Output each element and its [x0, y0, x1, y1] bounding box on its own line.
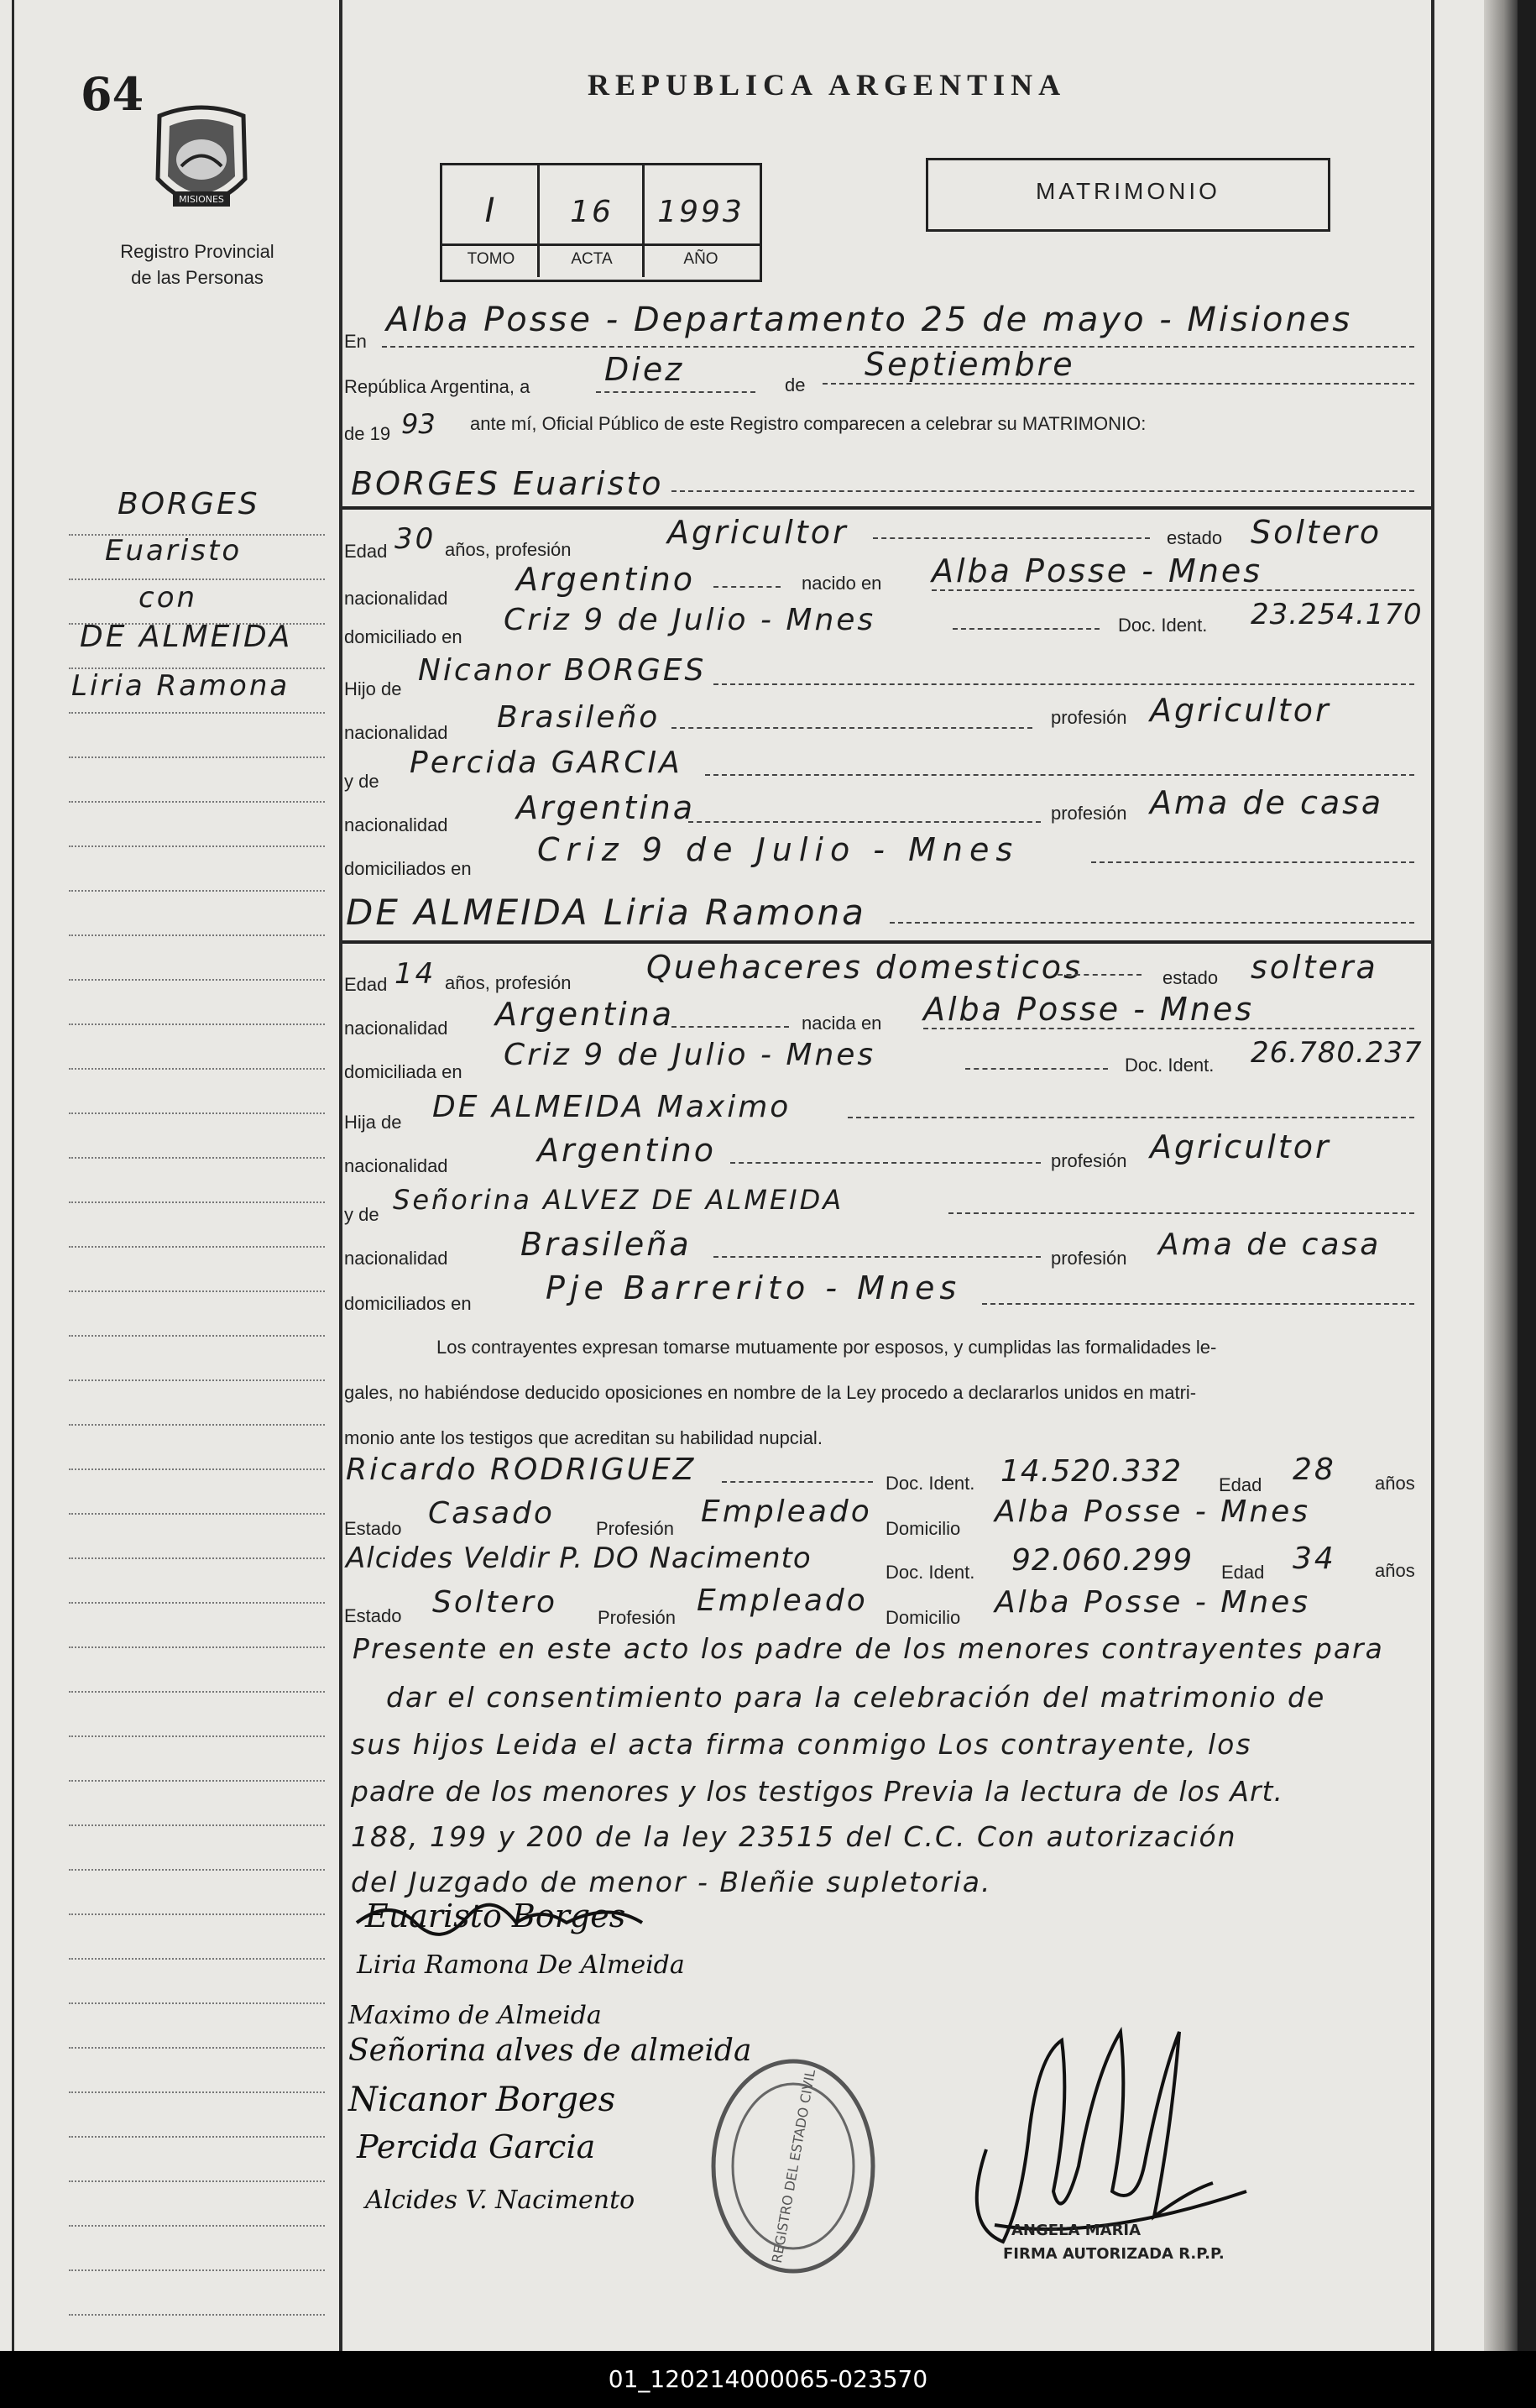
file-id-footer: 01_120214000065-023570 [0, 2351, 1536, 2408]
signature-4-text: Señorina alves de almeida [348, 2034, 752, 2068]
intro-day-line [596, 391, 755, 393]
groom-section-rule [342, 506, 1431, 510]
signature-2-text: Liria Ramona De Almeida [357, 1950, 685, 1980]
register-col-divider-1 [537, 165, 540, 277]
groom-parents-dom: Criz 9 de Julio - Mnes [537, 831, 1020, 868]
registry-line-2: de las Personas [131, 267, 264, 288]
witness2-name: Alcides Veldir P. DO Nacimento [346, 1542, 812, 1575]
groom-profesion-label: años, profesión [445, 539, 572, 560]
groom-name: BORGES Euaristo [351, 465, 664, 502]
margin-ruled-line [69, 1780, 325, 1782]
groom-dom-line [953, 628, 1100, 630]
page-edge [1484, 0, 1518, 2351]
groom-nacido-label: nacido en [802, 573, 882, 594]
province-seal-icon [143, 99, 260, 225]
bride-father-nac-label: nacionalidad [344, 1155, 448, 1176]
signature-7-text: Alcides V. Nacimento [365, 2186, 635, 2215]
witness2-estado-label: Estado [344, 1605, 402, 1626]
bride-dom-line [965, 1068, 1108, 1070]
bride-mother-prof: Ama de casa [1158, 1228, 1382, 1262]
intro-en-label: En [344, 331, 367, 352]
groom-domicilio: Criz 9 de Julio - Mnes [504, 603, 876, 637]
margin-ruled-line [69, 623, 325, 625]
bride-nacionalidad-label: nacionalidad [344, 1018, 448, 1039]
bride-mother-nac-line [713, 1256, 1041, 1258]
groom-doc: 23.254.170 [1251, 598, 1423, 631]
witness2-profesion: Empleado [697, 1584, 868, 1618]
margin-ruled-line [69, 2091, 325, 2093]
groom-mother-nac: Argentina [516, 789, 696, 826]
statement-line-1: Los contrayentes expresan tomarse mutuamente por esposos, y cumplidas las formalidades le- [436, 1337, 1217, 1358]
bride-section-rule [342, 940, 1431, 944]
groom-estado-label: estado [1167, 527, 1223, 548]
bride-edad-label: Edad [344, 974, 388, 995]
margin-ruled-line [69, 1201, 325, 1203]
margin-ruled-line [69, 2225, 325, 2227]
bride-doc: 26.780.237 [1251, 1036, 1423, 1070]
bride-parents-dom-line [982, 1303, 1414, 1305]
margin-ruled-line [69, 1913, 325, 1915]
bride-father-nac: Argentino [537, 1132, 716, 1169]
witness1-profesion: Empleado [701, 1495, 872, 1529]
intro-statement: ante mí, Oficial Público de este Registro comparecen a celebrar su MATRIMONIO: [470, 413, 1147, 434]
bride-nac-line [671, 1026, 789, 1028]
signature-5-text: Nicanor Borges [348, 2081, 616, 2119]
witness2-estado: Soltero [432, 1585, 557, 1620]
margin-ruled-line [69, 1958, 325, 1960]
intro-place: Alba Posse - Departamento 25 de mayo - Misiones [386, 301, 1353, 339]
register-box-divider [442, 243, 760, 246]
margin-ruled-line [69, 845, 325, 847]
bride-mother-nac: Brasileña [520, 1226, 692, 1263]
bride-estado: soltera [1251, 949, 1378, 986]
margin-ruled-line [69, 1112, 325, 1114]
bride-mother-label: y de [344, 1204, 379, 1225]
groom-edad-label: Edad [344, 541, 388, 562]
margin-ruled-line [69, 667, 325, 669]
stamp-label: REGISTRO DEL ESTADO CIVIL [768, 2068, 819, 2264]
groom-nacido-line [932, 589, 1414, 591]
groom-nacionalidad-label: nacionalidad [344, 588, 448, 609]
groom-parents-dom-label: domiciliados en [344, 858, 472, 879]
margin-name-bride: Liria Ramona [71, 669, 290, 703]
groom-mother: Percida GARCIA [410, 746, 682, 780]
bride-parents-dom: Pje Barrerito - Mnes [546, 1269, 962, 1306]
margin-ruled-line [69, 1824, 325, 1826]
official-stamp: ANGELA MARIA [1011, 2222, 1142, 2239]
groom-mother-prof: Ama de casa [1150, 784, 1384, 821]
groom-profesion-line [873, 537, 1150, 539]
margin-ruled-line [69, 801, 325, 803]
margin-ruled-line [69, 1246, 325, 1248]
bride-parents-dom-label: domiciliados en [344, 1293, 472, 1314]
bride-profesion-label: años, profesión [445, 972, 572, 993]
bride-mother-prof-label: profesión [1051, 1248, 1127, 1269]
signatures-area [340, 1889, 1431, 2275]
margin-ruled-line [69, 2002, 325, 2004]
bride-mother-nac-label: nacionalidad [344, 1248, 448, 1269]
registry-stamp-icon [713, 2061, 873, 2271]
signature-6-text: Percida Garcia [357, 2128, 596, 2165]
intro-year-suffix: 93 [401, 408, 436, 440]
bride-mother: Señorina ALVEZ DE ALMEIDA [393, 1184, 844, 1216]
margin-ruled-line [69, 2314, 325, 2316]
groom-father-prof-label: profesión [1051, 707, 1127, 728]
ano-value: 1993 [657, 195, 744, 229]
country-title: REPUBLICA ARGENTINA [588, 68, 1067, 102]
acta-value: 16 [570, 195, 614, 229]
margin-surname-groom: BORGES [118, 487, 260, 521]
margin-ruled-line [69, 1646, 325, 1648]
bride-nacida: Alba Posse - Mnes [923, 991, 1255, 1028]
bride-domicilio: Criz 9 de Julio - Mnes [504, 1038, 876, 1072]
intro-republica-label: República Argentina, a [344, 376, 530, 397]
witness1-doc-label: Doc. Ident. [886, 1473, 975, 1494]
witness2-profesion-label: Profesión [598, 1607, 676, 1628]
groom-mother-prof-label: profesión [1051, 803, 1127, 824]
margin-ruled-line [69, 756, 325, 758]
bride-profesion-line [1058, 974, 1142, 976]
bride-father-nac-line [730, 1162, 1041, 1164]
witness1-name-line [722, 1481, 873, 1483]
margin-ruled-line [69, 1068, 325, 1070]
groom-parents-dom-line [1091, 861, 1414, 863]
notes-line-4: padre de los menores y los testigos Previa la lectura de los Art. [351, 1775, 1283, 1808]
bride-name-line [890, 922, 1414, 924]
margin-ruled-line [69, 1335, 325, 1337]
groom-father-label: Hijo de [344, 678, 402, 699]
left-border-line [12, 0, 14, 2351]
margin-ruled-line [69, 2047, 325, 2049]
record-type-label: MATRIMONIO [1036, 178, 1220, 204]
statement-line-2: gales, no habiéndose deducido oposiciones en nombre de la Ley procedo a declararlos unidos en matri- [344, 1382, 1197, 1403]
tomo-label: TOMO [467, 250, 515, 268]
witness2-edad: 34 [1293, 1542, 1336, 1576]
groom-father: Nicanor BORGES [418, 653, 707, 688]
groom-doc-label: Doc. Ident. [1118, 615, 1208, 636]
groom-name-line [671, 490, 1414, 492]
margin-ruled-line [69, 1735, 325, 1737]
witness2-doc: 92.060.299 [1011, 1543, 1194, 1578]
groom-mother-line [705, 774, 1414, 776]
witness1-domicilio-label: Domicilio [886, 1518, 961, 1539]
margin-ruled-line [69, 1379, 325, 1381]
groom-nacido: Alba Posse - Mnes [932, 552, 1263, 589]
bride-profesion: Quehaceres domesticos [646, 949, 1083, 986]
right-border-line [1431, 0, 1434, 2351]
tomo-value: I [484, 191, 498, 230]
groom-mother-nac-label: nacionalidad [344, 814, 448, 835]
notes-line-5: 188, 199 y 200 de la ley 23515 del C.C. Con autorización [351, 1820, 1237, 1853]
witness2-domicilio: Alba Posse - Mnes [995, 1585, 1311, 1620]
intro-year-prefix: de 19 [344, 423, 391, 444]
groom-father-line [713, 683, 1414, 685]
margin-ruled-line [69, 1023, 325, 1025]
statement-line-3: monio ante los testigos que acreditan su habilidad nupcial. [344, 1427, 823, 1448]
signature-3-text: Maximo de Almeida [348, 2001, 602, 2030]
witness1-edad-label: Edad [1219, 1474, 1262, 1495]
groom-profesion: Agricultor [667, 514, 849, 551]
groom-mother-label: y de [344, 771, 379, 792]
margin-ruled-line [69, 578, 325, 580]
bride-nacionalidad: Argentina [495, 996, 675, 1033]
margin-con: con [138, 581, 198, 615]
bride-father-prof-label: profesión [1051, 1150, 1127, 1171]
groom-estado: Soltero [1251, 514, 1382, 551]
bride-name: DE ALMEIDA Liria Ramona [346, 892, 866, 933]
groom-father-nac: Brasileño [497, 700, 661, 735]
margin-ruled-line [69, 712, 325, 714]
groom-domicilio-label: domiciliado en [344, 626, 462, 647]
margin-name-groom: Euaristo [105, 534, 243, 568]
bride-nacida-label: nacida en [802, 1013, 882, 1034]
witness2-doc-label: Doc. Ident. [886, 1562, 975, 1583]
witness1-anos-label: años [1375, 1473, 1415, 1494]
witness2-edad-label: Edad [1221, 1562, 1265, 1583]
groom-mother-nac-line [688, 821, 1041, 823]
margin-ruled-line [69, 2269, 325, 2271]
signature-euaristo [357, 1898, 642, 1934]
witness1-doc: 14.520.332 [1000, 1454, 1183, 1489]
registry-line-1: Registro Provincial [120, 241, 274, 262]
official-role: FIRMA AUTORIZADA R.P.P. [1003, 2245, 1225, 2263]
groom-father-nac-line [671, 727, 1032, 729]
bride-father: DE ALMEIDA Maximo [432, 1090, 792, 1124]
bride-edad: 14 [394, 957, 436, 991]
groom-edad: 30 [394, 522, 436, 556]
notes-line-1: Presente en este acto los padre de los menores contrayentes para [353, 1632, 1384, 1665]
signature-1-text: Euaristo Borges [365, 1898, 626, 1934]
acta-label: ACTA [571, 250, 613, 268]
groom-nacionalidad: Argentino [516, 561, 695, 598]
margin-ruled-line [69, 1557, 325, 1559]
bride-doc-label: Doc. Ident. [1125, 1055, 1215, 1076]
notes-line-6: del Juzgado de menor - Bleñie supletoria. [351, 1866, 992, 1898]
margin-ruled-line [69, 1468, 325, 1470]
witness1-edad: 28 [1293, 1453, 1336, 1487]
witness1-domicilio: Alba Posse - Mnes [995, 1495, 1311, 1529]
margin-ruled-line [69, 1424, 325, 1426]
margin-surname-bride: DE ALMEIDA [80, 620, 293, 654]
bride-father-line [848, 1117, 1414, 1118]
witness1-profesion-label: Profesión [596, 1518, 674, 1539]
witness1-estado: Casado [428, 1496, 555, 1531]
witness1-estado-label: Estado [344, 1518, 402, 1539]
groom-father-prof: Agricultor [1150, 692, 1331, 729]
ano-label: AÑO [683, 250, 718, 268]
official-signature-icon [977, 2032, 1246, 2242]
witness1-name: Ricardo RODRIGUEZ [346, 1453, 697, 1487]
intro-de-label: de [785, 374, 806, 395]
margin-ruled-line [69, 890, 325, 892]
margin-ruled-line [69, 1602, 325, 1604]
bride-mother-line [948, 1212, 1414, 1214]
seal-label: MISIONES [179, 194, 224, 205]
witness2-domicilio-label: Domicilio [886, 1607, 961, 1628]
bride-nacida-line [923, 1028, 1414, 1029]
bride-domicilio-label: domiciliada en [344, 1061, 462, 1082]
intro-day: Diez [604, 351, 685, 388]
margin-ruled-line [69, 534, 325, 536]
margin-ruled-line [69, 1513, 325, 1515]
margin-ruled-line [69, 1691, 325, 1693]
bride-estado-label: estado [1162, 967, 1219, 988]
margin-ruled-line [69, 979, 325, 981]
intro-month: Septiembre [865, 346, 1075, 383]
witness2-anos-label: años [1375, 1560, 1415, 1581]
page-number: 64 [81, 67, 144, 121]
notes-line-3: sus hijos Leida el acta firma conmigo Los contrayente, los [351, 1728, 1252, 1761]
margin-ruled-line [69, 934, 325, 936]
bride-father-label: Hija de [344, 1112, 402, 1133]
margin-ruled-line [69, 1869, 325, 1871]
groom-nac-line [713, 586, 781, 588]
groom-father-nac-label: nacionalidad [344, 722, 448, 743]
notes-line-2: dar el consentimiento para la celebración del matrimonio de [386, 1681, 1326, 1714]
margin-ruled-line [69, 2136, 325, 2138]
margin-ruled-line [69, 1290, 325, 1292]
bride-father-prof: Agricultor [1150, 1128, 1331, 1165]
margin-ruled-line [69, 1157, 325, 1159]
margin-ruled-line [69, 2180, 325, 2182]
intro-month-line [823, 383, 1414, 385]
